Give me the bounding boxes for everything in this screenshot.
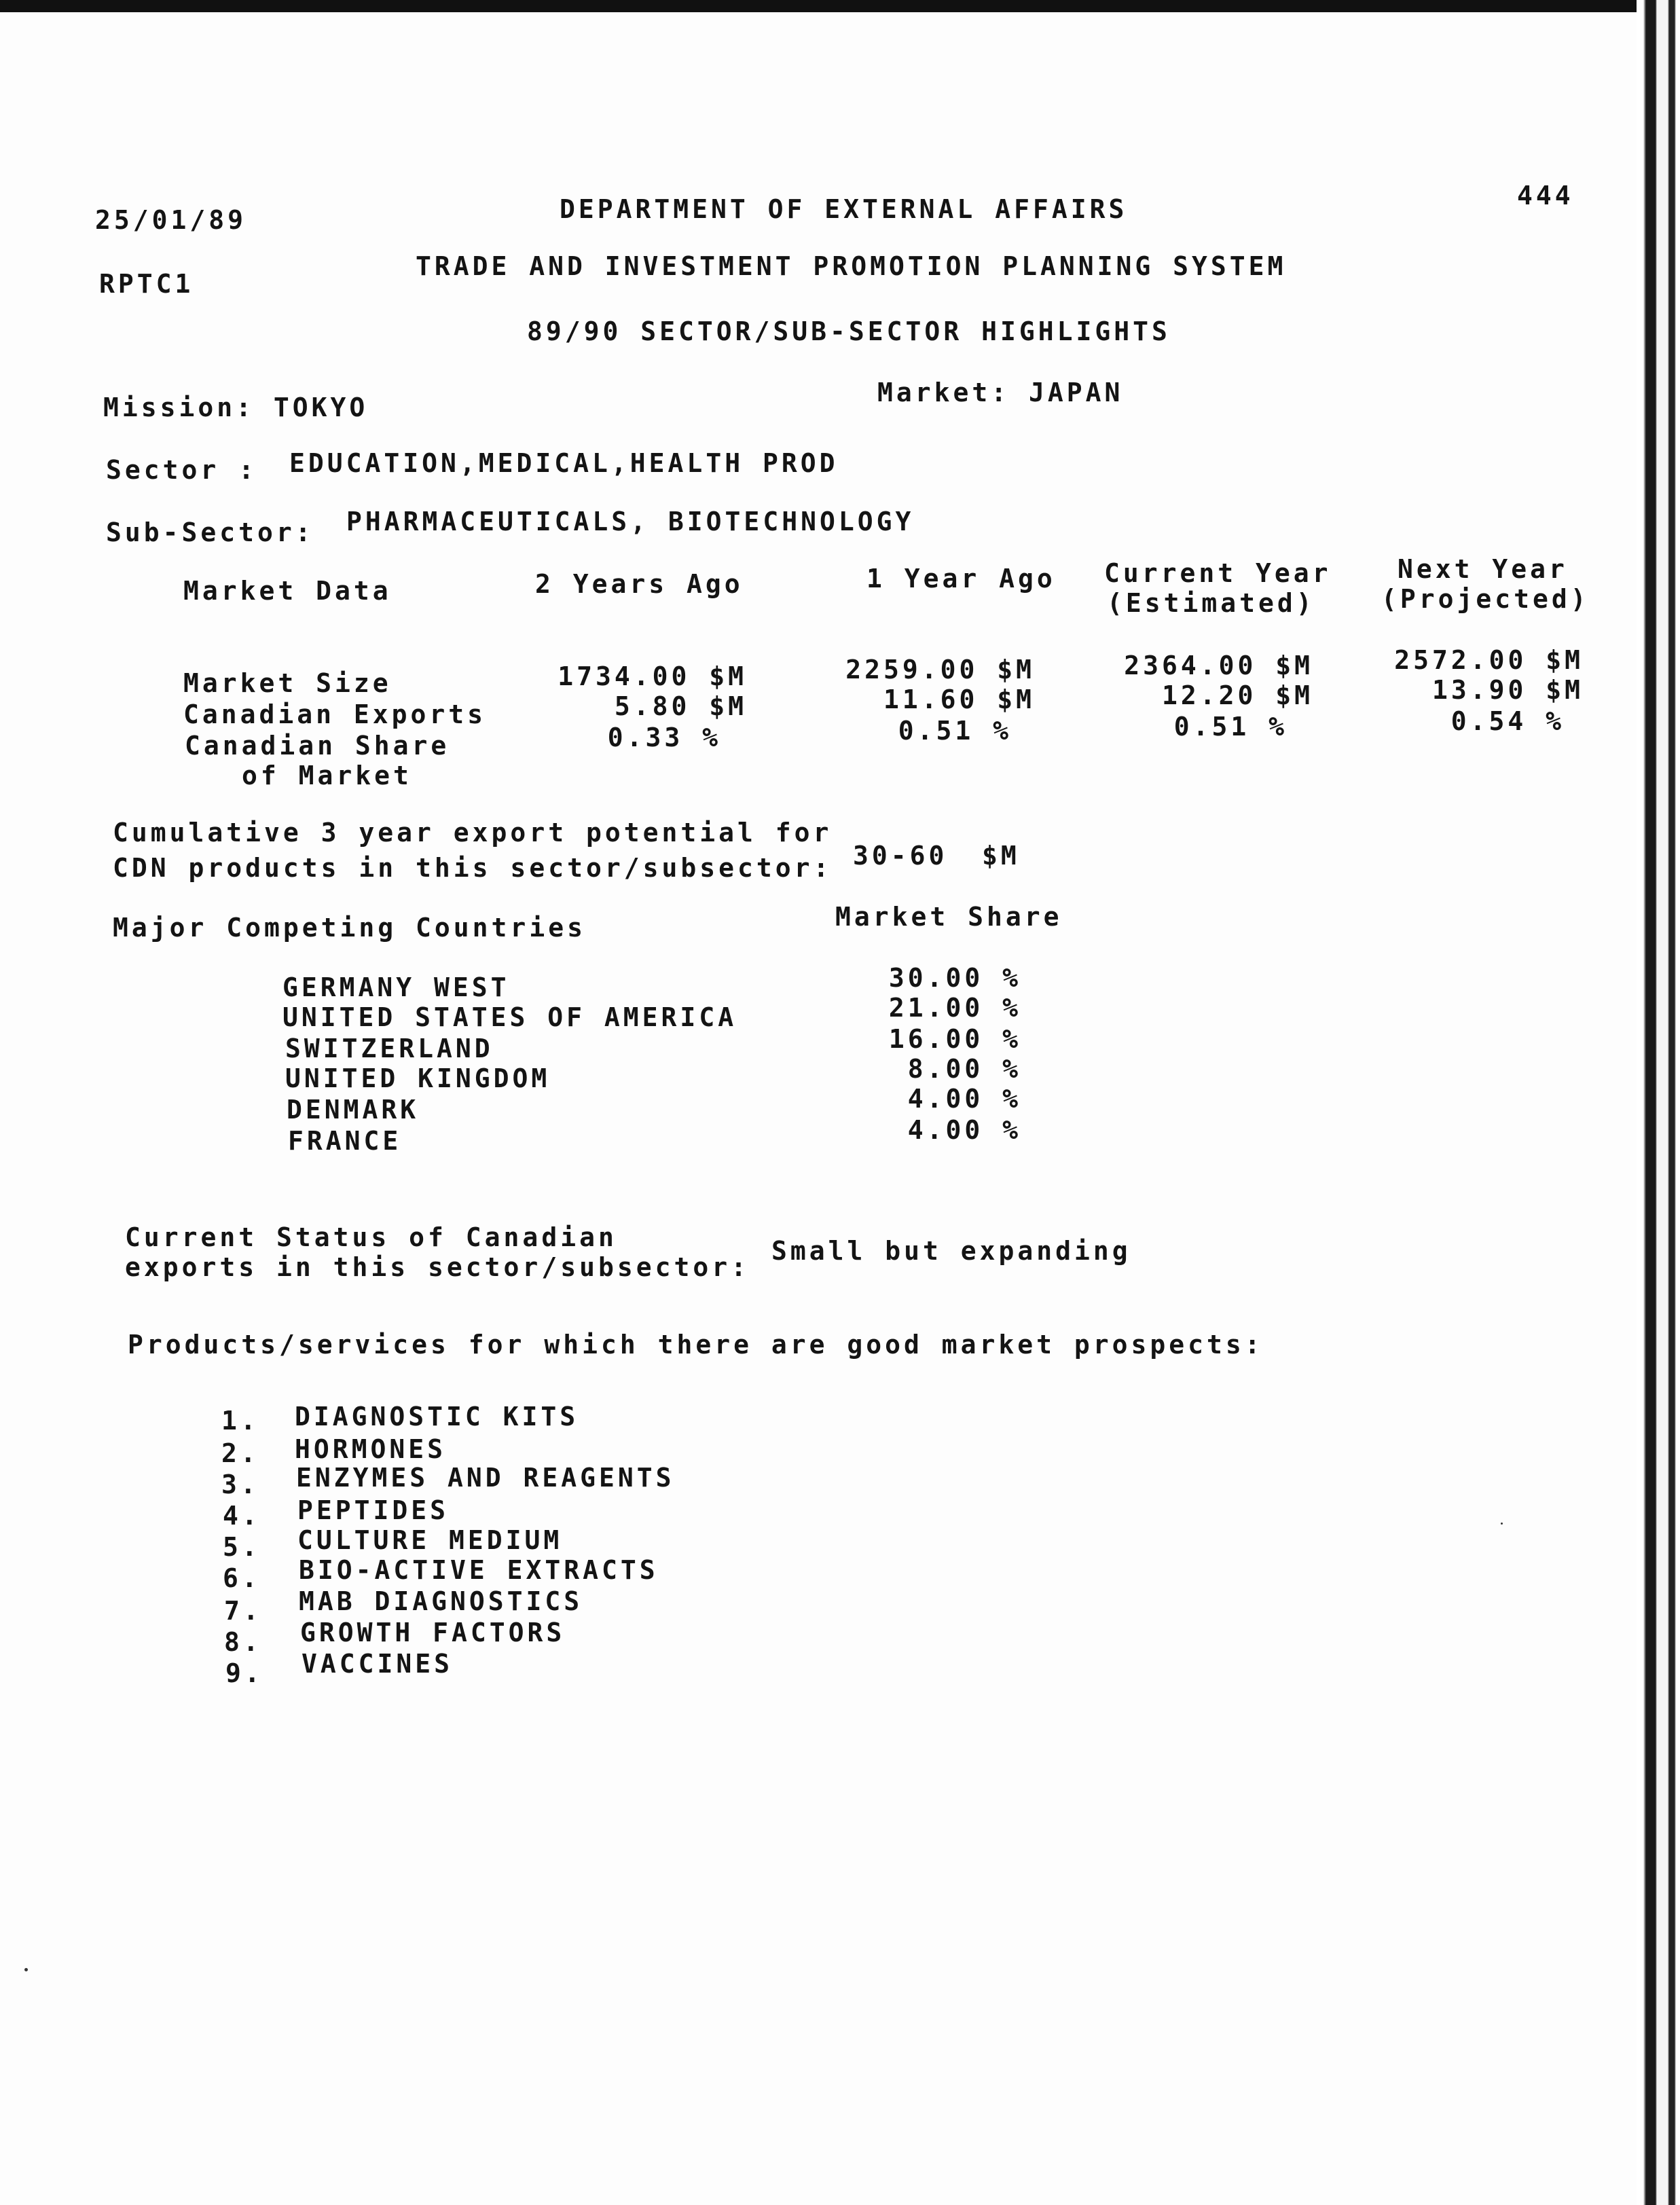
- status-value: Small but expanding: [771, 1236, 1131, 1266]
- prospect-number-3: 3.: [221, 1470, 259, 1499]
- prospect-number-5: 5.: [223, 1532, 261, 1562]
- cell-exports-2yrs: 5.80 $M: [614, 691, 747, 721]
- prospect-item-7: MAB DIAGNOSTICS: [299, 1586, 583, 1616]
- report-title: 89/90 SECTOR/SUB-SECTOR HIGHLIGHTS: [527, 316, 1171, 346]
- cell-share-current: 0.51 %: [1173, 712, 1288, 742]
- prospect-item-5: CULTURE MEDIUM: [297, 1525, 563, 1555]
- report-code: RPTC1: [99, 269, 194, 299]
- cumulative-value: 30-60: [853, 841, 948, 871]
- competitor-country-4: UNITED KINGDOM: [285, 1063, 551, 1093]
- competitors-header: Major Competing Countries: [113, 913, 586, 943]
- prospect-item-6: BIO-ACTIVE EXTRACTS: [299, 1555, 659, 1585]
- cumulative-line2: CDN products in this sector/subsector:: [113, 853, 833, 883]
- prospect-item-9: VACCINES: [302, 1649, 454, 1679]
- competitor-share-5: 4.00 %: [907, 1084, 1021, 1114]
- subsector-value: PHARMACEUTICALS, BIOTECHNOLOGY: [346, 507, 915, 536]
- prospect-item-1: DIAGNOSTIC KITS: [295, 1402, 579, 1432]
- cell-share-1yr: 0.51 %: [898, 716, 1012, 746]
- department-title: DEPARTMENT OF EXTERNAL AFFAIRS: [560, 194, 1128, 224]
- cell-exports-next: 13.90 $M: [1431, 675, 1584, 705]
- prospect-item-2: HORMONES: [295, 1434, 447, 1464]
- subsector-label: Sub-Sector:: [106, 517, 314, 547]
- competitor-share-3: 16.00 %: [888, 1024, 1021, 1054]
- row-label-market-size: Market Size: [183, 668, 392, 698]
- scan-speck: [1501, 1523, 1503, 1525]
- prospect-item-8: GROWTH FACTORS: [300, 1618, 566, 1647]
- scan-right-edge: [1637, 0, 1680, 2205]
- row-label-canadian-exports: Canadian Exports: [183, 699, 487, 729]
- market-share-header: Market Share: [835, 902, 1063, 932]
- prospect-item-4: PEPTIDES: [297, 1495, 450, 1525]
- table-header-next-line1: Next Year: [1398, 554, 1568, 584]
- cell-market-size-current: 2364.00 $M: [1124, 651, 1313, 680]
- cell-market-size-1yr: 2259.00 $M: [845, 655, 1035, 685]
- cell-share-next: 0.54 %: [1450, 706, 1565, 736]
- cell-market-size-next: 2572.00 $M: [1394, 645, 1584, 675]
- cumulative-unit: $M: [982, 841, 1020, 871]
- status-line2: exports in this sector/subsector:: [125, 1252, 750, 1282]
- table-header-2yrs: 2 Years Ago: [535, 569, 744, 599]
- cell-share-2yrs: 0.33 %: [607, 723, 721, 752]
- cell-market-size-2yrs: 1734.00 $M: [558, 661, 747, 691]
- report-date: 25/01/89: [95, 205, 247, 235]
- competitor-country-1: GERMANY WEST: [282, 972, 510, 1002]
- mission-label: Mission: TOKYO: [103, 393, 369, 422]
- cell-exports-1yr: 11.60 $M: [883, 685, 1035, 714]
- cell-exports-current: 12.20 $M: [1161, 680, 1313, 710]
- prospects-heading: Products/services for which there are good market prospects:: [128, 1330, 1264, 1360]
- competitor-country-2: UNITED STATES OF AMERICA: [282, 1002, 737, 1032]
- row-label-canadian-share: Canadian Share: [185, 731, 450, 761]
- prospect-number-8: 8.: [224, 1627, 262, 1657]
- sector-label: Sector :: [106, 455, 258, 485]
- sector-value: EDUCATION,MEDICAL,HEALTH PROD: [289, 448, 839, 478]
- competitor-share-1: 30.00 %: [888, 963, 1021, 993]
- competitor-share-2: 21.00 %: [888, 993, 1021, 1023]
- page-number: 444: [1517, 181, 1574, 211]
- table-header-current-line2: (Estimated): [1107, 588, 1315, 618]
- table-header-current-line1: Current Year: [1104, 558, 1332, 588]
- market-label: Market: JAPAN: [877, 378, 1124, 407]
- status-line1: Current Status of Canadian: [125, 1222, 617, 1252]
- table-header-label: Market Data: [183, 576, 392, 606]
- system-title: TRADE AND INVESTMENT PROMOTION PLANNING SYSTEM: [416, 251, 1287, 281]
- prospect-number-6: 6.: [223, 1563, 261, 1593]
- prospect-item-3: ENZYMES AND REAGENTS: [296, 1463, 675, 1493]
- competitor-country-5: DENMARK: [287, 1095, 420, 1125]
- prospect-number-7: 7.: [224, 1596, 262, 1626]
- cumulative-line1: Cumulative 3 year export potential for: [113, 818, 833, 848]
- scan-speck: [24, 1968, 28, 1971]
- table-header-1yr: 1 Year Ago: [866, 564, 1056, 594]
- competitor-country-3: SWITZERLAND: [285, 1034, 494, 1063]
- competitor-country-6: FRANCE: [288, 1126, 402, 1156]
- prospect-number-4: 4.: [223, 1501, 261, 1531]
- competitor-share-6: 4.00 %: [907, 1115, 1021, 1145]
- row-label-of-market: of Market: [242, 761, 412, 790]
- prospect-number-9: 9.: [225, 1658, 263, 1688]
- prospect-number-2: 2.: [221, 1438, 259, 1468]
- scan-top-border: [0, 0, 1680, 12]
- competitor-share-4: 8.00 %: [907, 1054, 1021, 1084]
- table-header-next-line2: (Projected): [1381, 584, 1590, 614]
- prospect-number-1: 1.: [221, 1406, 259, 1436]
